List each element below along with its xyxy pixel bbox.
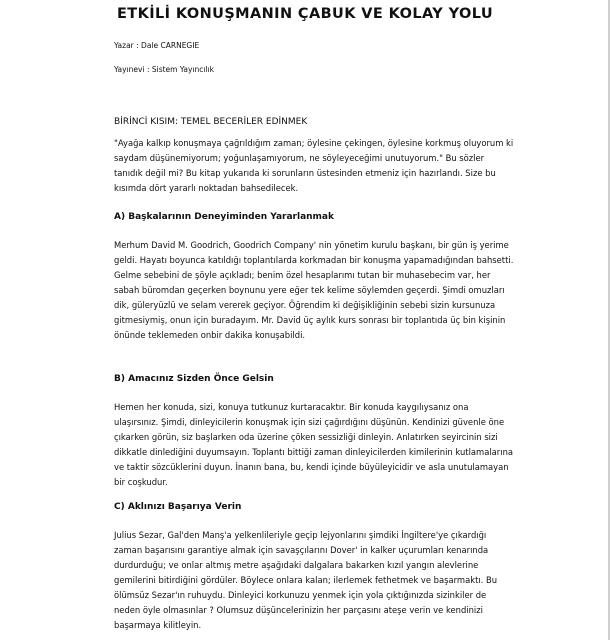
part-title: BİRİNCİ KISIM: TEMEL BECERİLER EDİNMEK <box>114 117 308 127</box>
section-paragraph-b: Hemen her konuda, sizi, konuya tutkunuz kurtaracaktır. Bir konuda kaygılıysanız ona ulaşırsınız. Şimdi, dinleyicilerin konuşmak için sizi çağırdığını düşünün. Kendinizi güvenle öne çıkarken görün, siz başlarken oda üzerine çöken sessizliği dinleyin. Anlatırken seyircinin sizi dikkatle dinlediğini duyumsayın. Toplantı bittiği zaman dinleyicilerden kimilerinin kutlamalarına ve taktir sözcüklerini duyun. İnanın bana, bu, kendi içinde büyüleyicidir ve asla unutulamayan bir coşkudur. <box>114 402 514 487</box>
publisher-line: Yayınevi : Sistem Yayıncılık <box>114 65 214 74</box>
author-line: Yazar : Dale CARNEGIE <box>114 41 200 50</box>
section-heading-a: A) Başkalarının Deneyiminden Yararlanmak <box>114 212 334 222</box>
section-paragraph-a: Merhum David M. Goodrich, Goodrich Company' nin yönetim kurulu başkanı, bir gün iş yerime geldi. Hayatı boyunca katıldığı toplantılarda korkmadan bir konuşma yapamadığından bahsetti. Gelme sebebini de şöyle açıkladı; benim özel hesaplarımı tutan bir muhasebecim var, her sabah büromdan geçerken boynunu yere eğer tek kelime söylemden geçerdi. Şimdi omuzları dik, güleryüzlü ve selam vererek geçiyor. Öğrendim ki değişikliğinin sebebi sizin kursunuza gitmesiymiş, onun için buradayım. Mr. David üç aylık kurs sonrası bir toplantıda üç bin kişinin önünde teklemeden onbir dakika konuşabildi. <box>114 240 514 340</box>
section-heading-c: C) Aklınızı Başarıya Verin <box>114 502 242 512</box>
section-paragraph-c: Julius Sezar, Gal'den Manş'a yelkenlileriyle geçip lejyonlarını şimdiki İngiltere'ye çıkardığı zaman başarısını garantiye almak için savaşçılarını Dover' in kalker uçurumları kenarında durdurduğu; ve onlar altmış metre aşağıdaki dalgalara bakarken kızıl yangın alevlerine gemilerini bitirdiğini gördüler. Böylece onlara kalan; ilerlemek fethetmek ve başarmaktı. Bu ölümsüz Sezar'ın ruhuydu. Dinleyici korkunuzu yenmek için yola çıktığınızda sizinkiler de neden öyle olmasınlar ? Olumsuz düşüncelerinizin her parçasını ateşe verin ve kendinizi başarmaya kilitleyin. <box>114 530 498 630</box>
intro-paragraph: "Ayağa kalkıp konuşmaya çağrıldığım zaman; öylesine çekingen, öylesine korkmuş oluyorum ki saydam düşünemiyorum; yoğunlaşamıyorum, ne söyleyeceğimi unutuyorum." Bu sözler tanıdık değil mi? Bu kitap yukarıda ki sorunların üstesinden etmeniz için hazırlandı. Size bu kısımda dört yararlı noktadan bahsedilecek. <box>114 138 514 193</box>
section-heading-b: B) Amacınız Sizden Önce Gelsin <box>114 374 274 384</box>
document-title: ETKİLİ KONUŞMANIN ÇABUK VE KOLAY YOLU <box>116 6 494 22</box>
